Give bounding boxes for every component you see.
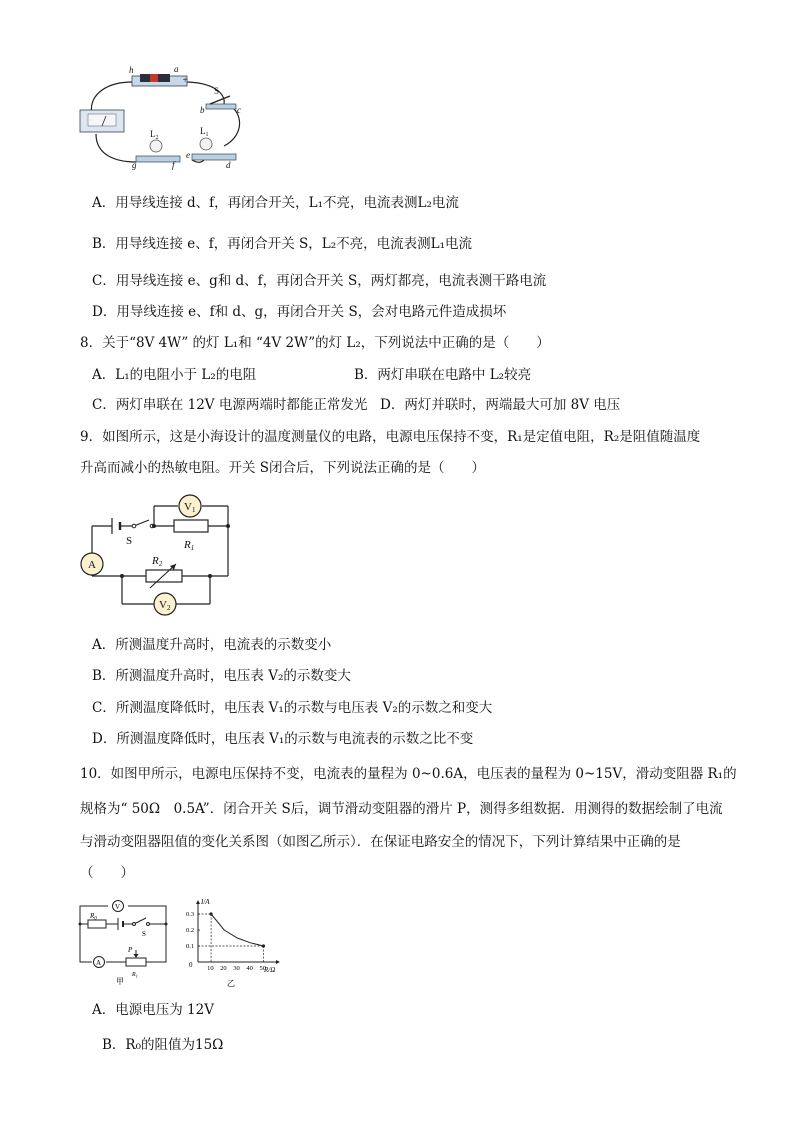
resistor-r0 — [88, 920, 106, 928]
q10-stem-line4: （ ） — [80, 865, 134, 881]
yi-x-arrow — [276, 960, 280, 964]
jia-caption: 甲 — [116, 977, 124, 986]
q10-graph-yi — [172, 894, 290, 996]
yi-xtick-label: 40 — [246, 965, 253, 972]
q7-option-c: C．用导线连接 e、g和 d、f，再闭合开关 S，两灯都亮，电流表测干路电流 — [92, 273, 547, 289]
yi-ytick-label: 0.2 — [186, 927, 195, 934]
q10-stem-line2: 规格为“ 50Ω 0.5A”．闭合开关 S后，调节滑动变阻器的滑片 P，测得多组数据．用测得的数据绘制了电流 — [80, 801, 723, 817]
q9-stem-line1: 9．如图所示，这是小海设计的温度测量仪的电路，电源电压保持不变，R₁是定值电阻，R₂是阻值随温度 — [80, 429, 701, 445]
q7-option-b: B．用导线连接 e、f，再闭合开关 S，L₂不亮，电流表测L₁电流 — [92, 236, 472, 252]
q8-option-b: B．两灯串联在电路中 L₂较亮 — [354, 367, 532, 383]
q8-option-c: C．两灯串联在 12V 电源两端时都能正常发光 — [92, 397, 368, 413]
q9-option-b: B．所测温度升高时，电压表 V₂的示数变大 — [92, 668, 351, 684]
label-e: e — [186, 150, 190, 160]
yi-ytick-label: 0.3 — [186, 911, 195, 918]
v1-label: V1 — [184, 501, 196, 514]
jia-p-label: P — [128, 946, 133, 954]
thermistor-r2 — [146, 570, 182, 582]
yi-data-point — [262, 944, 265, 947]
yi-xtick-label: 30 — [233, 965, 240, 972]
q10-stem-line1: 10．如图甲所示，电源电压保持不变，电流表的量程为 0~0.6A，电压表的量程为 0~15V，滑动变阻器 R₁的 — [80, 766, 737, 782]
q9-stem-line2: 升高而减小的热敏电阻。开关 S闭合后，下列说法正确的是（ ） — [80, 460, 486, 476]
jia-a-label: A — [96, 959, 102, 967]
yi-ylabel: I/A — [201, 898, 210, 906]
q9-option-d: D．所测温度降低时，电压表 V₁的示数与电流表的示数之比不变 — [92, 731, 474, 747]
label-l1: $L_1$ — [200, 126, 209, 138]
label-a: a — [174, 64, 179, 74]
lamp-l1-bulb — [200, 138, 212, 150]
r2-label: R2 — [152, 555, 163, 568]
yi-xtick-label: 10 — [207, 965, 214, 972]
yi-ytick-label: 0.1 — [186, 943, 195, 950]
q8-option-d: D．两灯并联时，两端最大可加 8V 电压 — [380, 397, 621, 413]
q9-circuit-figure — [74, 492, 244, 614]
yi-xtick-label: 20 — [220, 965, 227, 972]
switch-label: S — [126, 535, 133, 547]
jia-v-label: V — [115, 903, 121, 911]
label-b: b — [200, 105, 205, 115]
yi-data-point — [209, 912, 212, 915]
r1-label: R1 — [184, 539, 195, 552]
yi-xlabel: R/Ω — [264, 966, 276, 974]
jia-s-label: S — [142, 930, 146, 938]
jia-r1-label: $R_1$ — [132, 972, 138, 979]
resistor-r1 — [174, 520, 208, 532]
label-s: S — [214, 86, 220, 96]
q10-stem-line3: 与滑动变阻器阻值的变化关系图（如图乙所示）．在保证电路安全的情况下，下列计算结果中正确的是 — [80, 834, 681, 850]
q7-option-d: D．用导线连接 e、f和 d、g，再闭合开关 S，会对电路元件造成损坏 — [92, 304, 507, 320]
q10-circuit-jia — [78, 898, 170, 984]
yi-caption: 乙 — [227, 979, 235, 988]
q10-option-a: A．电源电压为 12V — [92, 1002, 214, 1018]
label-c: c — [237, 105, 241, 115]
label-h: h — [129, 65, 134, 75]
q8-stem: 8．关于“8V 4W” 的灯 L₁和 “4V 2W”的灯 L₂，下列说法中正确的是（ ） — [80, 335, 550, 351]
jia-r0-label: $R_0$ — [90, 912, 97, 922]
q10-option-b: B．R₀的阻值为15Ω — [102, 1037, 224, 1053]
label-d: d — [226, 160, 231, 170]
q9-option-a: A．所测温度升高时，电流表的示数变小 — [92, 637, 332, 653]
current-vs-resistance-curve — [211, 914, 263, 946]
label-plus: + — [182, 75, 189, 85]
label-g: g — [132, 160, 137, 170]
q7-option-a: A．用导线连接 d、f，再闭合开关，L₁不亮，电流表测L₂电流 — [92, 195, 459, 211]
q8-option-a: A．L₁的电阻小于 L₂的电阻 — [92, 367, 257, 383]
rheostat-r1 — [126, 958, 146, 966]
yi-y-arrow — [196, 900, 200, 904]
v2-label: V2 — [159, 599, 171, 612]
switch-base — [206, 104, 236, 109]
label-f: f — [172, 160, 175, 170]
ammeter-label: A — [88, 559, 96, 571]
q7-circuit-figure — [74, 62, 254, 174]
label-l2: $L_2$ — [150, 129, 159, 141]
q9-option-c: C．所测温度降低时，电压表 V₁的示数与电压表 V₂的示数之和变大 — [92, 700, 493, 716]
yi-xtick-label: 50 — [259, 965, 266, 972]
yi-origin: 0 — [189, 961, 193, 969]
lamp-l2-bulb — [150, 140, 162, 152]
